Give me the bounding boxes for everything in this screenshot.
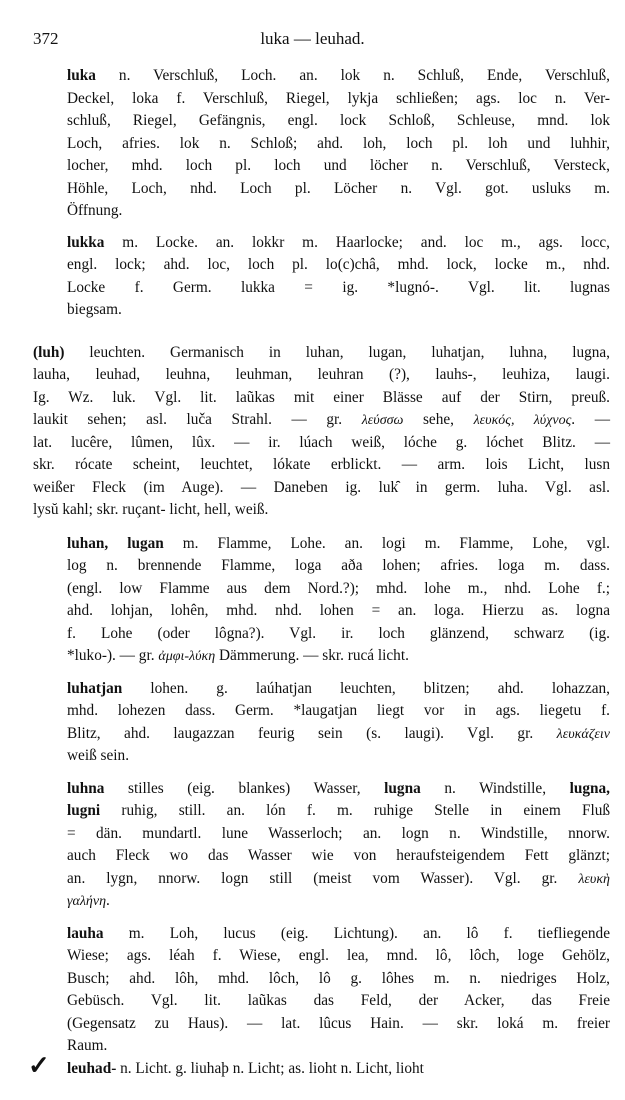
entry-line: [33, 455, 610, 475]
entry-text: lysŭ kahl; skr. ruçant- licht, hell, weiß.: [33, 501, 269, 518]
entry-text: skr. rócate scheint, leuchtet, lókate erblickt. — arm. lois Licht, lusn: [33, 456, 610, 473]
entry-line: [67, 701, 610, 721]
checkmark-icon: ✓: [28, 1051, 50, 1080]
entry-line: [67, 724, 610, 745]
headword: luhna: [67, 780, 105, 797]
entry-text: Deckel, loka f. Verschluß, Riegel, lykja schließen; ags. loc n. Ver-: [67, 90, 610, 107]
headword: lugni: [67, 802, 101, 819]
entry-text: n. Licht. g. liuhaþ n. Licht; as. lioht n. Licht, lioht: [116, 1060, 424, 1077]
entry-text: m. Locke. an. lokkr m. Haarlocke; and. loc m., ags. locc,: [104, 234, 610, 251]
entry-text: Raum.: [67, 1037, 108, 1054]
headword: lauha: [67, 925, 104, 942]
entry-text: log n. brennende Flamme, loga aða lohen; afries. loga m. dass.: [67, 557, 610, 574]
entry-line: [67, 66, 610, 86]
entry-line: [67, 1059, 610, 1079]
entry-line: [67, 846, 610, 866]
entry-text: Locke f. Germ. lukka = ig. *lugnó-. Vgl. lit. lugnas: [67, 279, 610, 296]
headword: luhan, lugan: [67, 535, 164, 552]
entry-text: = dän. mundartl. lune Wasserloch; an. logn n. Windstille, nnorw.: [67, 825, 610, 842]
greek-text: λευκάζειν: [556, 727, 610, 742]
entry-line: [67, 1036, 610, 1056]
entry-line: [67, 111, 610, 131]
entry-line: [67, 991, 610, 1011]
entry-line: [33, 365, 610, 385]
entry-line: [33, 343, 610, 363]
entry-text: Gebüsch. Vgl. lit. laũkas das Feld, der Acker, das Freie: [67, 992, 610, 1009]
entry-line: [67, 534, 610, 554]
page-number: 372: [33, 29, 59, 48]
entry-line: [33, 433, 610, 453]
entry-line: [67, 779, 610, 799]
entry-line: [67, 579, 610, 599]
entry-line: [67, 946, 610, 966]
entry-text: weißer Fleck (im Auge). — Daneben ig. luk̑ in germ. luha. Vgl. asl.: [33, 479, 610, 496]
headword: lugna,: [569, 780, 610, 797]
entry-text: an. lygn, nnorw. logn still (meist vom Wasser). Vgl. gr.: [67, 870, 579, 887]
entry-line: [67, 801, 610, 821]
entry-text: leuchten. Germanisch in luhan, lugan, luhatjan, luhna, lugna,: [64, 344, 610, 361]
entry-text: *luko-). — gr.: [67, 647, 159, 664]
entry-text: Loch, afries. lok n. Schloß; ahd. loh, loch pl. loh und luhhir,: [67, 135, 610, 152]
entry-text: lat. lucêre, lûmen, lûx. — ir. lúach weiß, lóche g. lóchet Blitz. —: [33, 434, 610, 451]
entry-line: [67, 646, 610, 667]
entry-text: m. Flamme, Lohe. an. logi m. Flamme, Lohe, vgl.: [163, 535, 610, 552]
entry-text: n. Verschluß, Loch. an. lok n. Schluß, Ende, Verschluß,: [95, 67, 610, 84]
entry-line: [67, 824, 610, 844]
entry-text: lauha, leuhad, leuhna, leuhman, leuhran (?), lauhs-, leuhiza, laugi.: [33, 366, 610, 383]
entry-line: [67, 924, 610, 944]
headword: luhatjan: [67, 680, 123, 697]
entry-text: lohen. g. laúhatjan leuchten, blitzen; ahd. lohazzan,: [122, 680, 610, 697]
greek-text: λευκός, λύχνος: [473, 413, 572, 428]
entry-text: Busch; ahd. lôh, mhd. lôch, lô g. lôhes m. n. niedriges Holz,: [67, 970, 610, 987]
entry-text: mhd. lohezen dass. Germ. *laugatjan liegt vor in ags. liegetu f.: [67, 702, 610, 719]
entry-line: [67, 1014, 610, 1034]
entry-text: stilles (eig. blankes) Wasser,: [104, 780, 385, 797]
entry-text: sehe,: [403, 411, 474, 428]
entry-text: biegsam.: [67, 301, 122, 318]
entry-text: schluß, Riegel, Gefängnis, engl. lock Schloß, Schleuse, mnd. lok: [67, 112, 610, 129]
headword: luka: [67, 67, 96, 84]
greek-text: λεύσσω: [361, 413, 404, 428]
entry-text: auch Fleck wo das Wasser wie von heraufsteigendem Fett glänzt;: [67, 847, 610, 864]
entry-text: ruhig, still. an. lón f. m. ruhige Stelle in einem Fluß: [100, 802, 610, 819]
running-head: luka — leuhad.: [260, 29, 365, 48]
entry-line: [67, 746, 610, 766]
entry-text: laukit sehen; asl. luča Strahl. — gr.: [33, 411, 362, 428]
entry-text: Höhle, Loch, nhd. Loch pl. Löcher n. Vgl. got. usluks m.: [67, 180, 610, 197]
entry-line: [67, 869, 610, 890]
entry-line: [67, 891, 610, 912]
entry-text: Ig. Wz. luk. Vgl. lit. laũkas mit einer Blässe auf der Stirn, preuß.: [33, 389, 610, 406]
entry-text: Blitz, ahd. laugazzan feurig sein (s. laugi). Vgl. gr.: [67, 725, 557, 742]
entry-line: [67, 255, 610, 275]
entry-line: [33, 410, 610, 431]
entry-text: engl. lock; ahd. loc, loch pl. lo(c)châ, mhd. lock, locke m., nhd.: [67, 256, 610, 273]
entry-line: [67, 233, 610, 253]
greek-text: λευκὴ: [578, 872, 610, 887]
entry-line: [33, 478, 610, 498]
entry-text: . —: [571, 411, 611, 428]
entry-text: Dämmerung. — skr. rucá licht.: [215, 647, 409, 664]
headword: (luh): [33, 344, 65, 361]
entry-text: Öffnung.: [67, 202, 123, 219]
entry-text: locher, mhd. loch pl. loch und löcher n. Verschluß, Versteck,: [67, 157, 610, 174]
entry-line: [67, 201, 610, 221]
entry-line: [67, 969, 610, 989]
entry-text: (engl. low Flamme aus dem Nord.?); mhd. lohe m., nhd. Lohe f.;: [67, 580, 610, 597]
entry-line: [67, 278, 610, 298]
entry-line: [67, 156, 610, 176]
greek-text: γαλήνη: [67, 894, 107, 909]
entry-text: n. Windstille,: [420, 780, 570, 797]
entry-line: [67, 300, 610, 320]
entry-line: [67, 601, 610, 621]
entry-text: (Gegensatz zu Haus). — lat. lûcus Hain. — skr. loká m. freier: [67, 1015, 610, 1032]
entry-text: weiß sein.: [67, 747, 130, 764]
entry-line: [67, 679, 610, 699]
entry-line: [67, 179, 610, 199]
entry-text: f. Lohe (oder lôgna?). Vgl. ir. loch glänzend, schwarz (ig.: [67, 625, 610, 642]
entry-line: [67, 134, 610, 154]
entry-text: ahd. lohjan, lohên, mhd. nhd. lohen = an. loga. Hierzu as. logna: [67, 602, 610, 619]
entry-text: m. Loh, lucus (eig. Lichtung). an. lô f. tiefliegende: [103, 925, 610, 942]
entry-line: [67, 89, 610, 109]
entry-line: [67, 624, 610, 644]
entry-text: .: [106, 892, 110, 909]
headword: leuhad-: [67, 1060, 117, 1077]
greek-text: ἀμφι-λύκη: [158, 649, 216, 664]
headword: lugna: [384, 780, 421, 797]
entry-text: Wiese; ags. léah f. Wiese, engl. lea, mnd. lô, lôch, loge Gehölz,: [67, 947, 610, 964]
entry-line: [33, 500, 610, 520]
entry-line: [67, 556, 610, 576]
entry-line: [33, 388, 610, 408]
headword: lukka: [67, 234, 105, 251]
